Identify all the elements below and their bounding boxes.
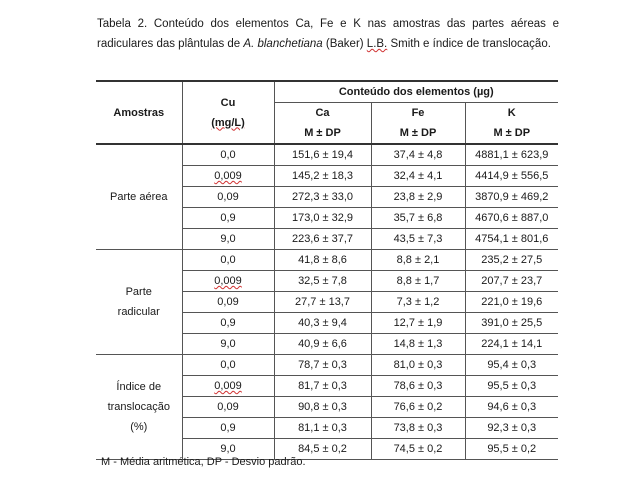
k-value-text: 4881,1 ± 623,9 <box>475 149 549 161</box>
ca-value <box>274 166 371 187</box>
ca-value <box>274 418 371 439</box>
cu-value <box>182 355 274 376</box>
ca-value-text: 78,7 ± 0,3 <box>298 359 347 371</box>
ca-value <box>274 355 371 376</box>
ca-value <box>274 229 371 250</box>
k-value-text: 4414,9 ± 556,5 <box>475 170 549 182</box>
fe-value <box>371 292 465 313</box>
k-value <box>465 208 558 229</box>
k-value-text: 235,2 ± 27,5 <box>481 254 543 266</box>
ca-value-text: 40,9 ± 6,6 <box>298 338 347 350</box>
fe-value-text: 73,8 ± 0,3 <box>393 422 443 434</box>
group-label-line: radicular <box>117 306 160 318</box>
results-table <box>96 80 558 460</box>
k-value-text: 207,7 ± 23,7 <box>481 275 543 287</box>
fe-value <box>371 250 465 271</box>
fe-value-text: 8,8 ± 1,7 <box>396 275 440 287</box>
group-label-line: Parte aérea <box>110 191 168 203</box>
ca-value-text: 81,1 ± 0,3 <box>298 422 347 434</box>
ca-value-text: 41,8 ± 8,6 <box>298 254 347 266</box>
fe-value <box>371 313 465 334</box>
caption-text-3: Smith e índice de translocação. <box>387 38 551 50</box>
cu-value-text: 0,09 <box>217 296 239 308</box>
k-value <box>465 334 558 355</box>
k-value-text: 4670,6 ± 887,0 <box>475 212 549 224</box>
caption-text-2: (Baker) <box>322 38 367 50</box>
fe-value-text: 14,8 ± 1,3 <box>393 338 443 350</box>
ca-value-text: 223,6 ± 37,7 <box>291 233 354 245</box>
fe-value <box>371 334 465 355</box>
cu-value <box>182 271 274 292</box>
fe-value <box>371 208 465 229</box>
ca-value <box>274 313 371 334</box>
k-value-text: 3870,9 ± 469,2 <box>475 191 549 203</box>
header-ca-stat: M ± DP <box>274 123 371 144</box>
k-value <box>465 166 558 187</box>
fe-value <box>371 355 465 376</box>
group-label-line: (%) <box>130 421 148 433</box>
cu-value-text: 0,09 <box>217 401 239 413</box>
group-label <box>96 144 182 250</box>
k-value-text: 94,6 ± 0,3 <box>487 401 537 413</box>
fe-value <box>371 439 465 460</box>
ca-value <box>274 334 371 355</box>
fe-value-text: 12,7 ± 1,9 <box>393 317 443 329</box>
fe-value <box>371 144 465 166</box>
k-value <box>465 439 558 460</box>
ca-value <box>274 292 371 313</box>
fe-value <box>371 418 465 439</box>
header-fe-stat: M ± DP <box>371 123 465 144</box>
k-value-text: 95,5 ± 0,2 <box>487 443 537 455</box>
fe-value <box>371 271 465 292</box>
k-value-text: 92,3 ± 0,3 <box>487 422 537 434</box>
header-ca: Ca <box>274 103 371 124</box>
cu-value-text: 0,0 <box>220 149 236 161</box>
cu-value <box>182 334 274 355</box>
cu-value-text: 9,0 <box>220 233 236 245</box>
fe-value-text: 35,7 ± 6,8 <box>393 212 443 224</box>
ca-value <box>274 250 371 271</box>
fe-value-text: 43,5 ± 7,3 <box>393 233 443 245</box>
k-value <box>465 292 558 313</box>
cu-value-text: 0,0 <box>220 359 236 371</box>
cu-value <box>182 250 274 271</box>
k-value-text: 95,4 ± 0,3 <box>487 359 537 371</box>
ca-value <box>274 397 371 418</box>
ca-value-text: 173,0 ± 32,9 <box>291 212 354 224</box>
ca-value <box>274 271 371 292</box>
ca-value <box>274 376 371 397</box>
fe-value-text: 74,5 ± 0,2 <box>393 443 443 455</box>
k-value-text: 391,0 ± 25,5 <box>481 317 543 329</box>
fe-value <box>371 397 465 418</box>
fe-value <box>371 187 465 208</box>
species-name: A. blanchetiana <box>243 38 323 50</box>
k-value <box>465 418 558 439</box>
header-content: Conteúdo dos elementos (µg) <box>274 81 558 103</box>
group-label-line: Parte <box>125 286 152 298</box>
group-label-line: Índice de <box>116 381 162 393</box>
cu-value-text: 0,009 <box>214 275 242 287</box>
ca-value-text: 90,8 ± 0,3 <box>298 401 347 413</box>
cu-value-text: 0,09 <box>217 191 239 203</box>
table-row <box>96 250 558 271</box>
cu-value-text: 0,9 <box>220 212 236 224</box>
k-value-text: 4754,1 ± 801,6 <box>475 233 549 245</box>
table-row <box>96 355 558 376</box>
ca-value-text: 84,5 ± 0,2 <box>298 443 347 455</box>
table-footnote: M - Média aritmética, DP - Desvio padrão. <box>101 456 306 468</box>
group-label <box>96 250 182 355</box>
ca-value-text: 145,2 ± 18,3 <box>291 170 354 182</box>
header-k: K <box>507 107 516 119</box>
table-row <box>96 144 558 166</box>
cu-value-text: 0,9 <box>220 317 236 329</box>
ca-value-text: 151,6 ± 19,4 <box>291 149 354 161</box>
k-value <box>465 271 558 292</box>
caption-text: Tabela 2. Conteúdo dos elementos Ca, Fe e K nas amostras das partes aéreas e radiculares das plântulas de <box>97 18 559 50</box>
ca-value-text: 27,7 ± 13,7 <box>295 296 350 308</box>
header-cu <box>182 81 274 144</box>
k-value <box>465 313 558 334</box>
fe-value-text: 37,4 ± 4,8 <box>393 149 443 161</box>
k-value <box>465 376 558 397</box>
fe-value-text: 78,6 ± 0,3 <box>393 380 443 392</box>
k-value-text: 221,0 ± 19,6 <box>481 296 543 308</box>
ca-value-text: 81,7 ± 0,3 <box>298 380 347 392</box>
k-value-text: 95,5 ± 0,3 <box>487 380 537 392</box>
cu-value <box>182 208 274 229</box>
header-cu-label: Cu <box>220 96 236 109</box>
k-value <box>465 187 558 208</box>
fe-value-text: 81,0 ± 0,3 <box>393 359 443 371</box>
cu-value <box>182 418 274 439</box>
cu-value <box>182 187 274 208</box>
ca-value-text: 272,3 ± 33,0 <box>291 191 354 203</box>
cu-value <box>182 229 274 250</box>
k-value <box>465 144 558 166</box>
fe-value-text: 23,8 ± 2,9 <box>393 191 443 203</box>
ca-value <box>274 144 371 166</box>
k-value <box>465 355 558 376</box>
fe-value <box>371 229 465 250</box>
fe-value-text: 8,8 ± 2,1 <box>396 254 440 266</box>
fe-value-text: 76,6 ± 0,2 <box>393 401 443 413</box>
header-samples: Amostras <box>96 81 182 144</box>
header-cu-unit: (mg/L) <box>211 116 245 129</box>
cu-value-text: 0,0 <box>220 254 236 266</box>
cu-value <box>182 313 274 334</box>
cu-value <box>182 376 274 397</box>
k-value <box>465 397 558 418</box>
cu-value <box>182 397 274 418</box>
cu-value-text: 0,9 <box>220 422 236 434</box>
ca-value-text: 32,5 ± 7,8 <box>298 275 347 287</box>
header-fe: Fe <box>371 103 465 124</box>
k-value <box>465 229 558 250</box>
cu-value-text: 9,0 <box>220 443 236 455</box>
fe-value-text: 32,4 ± 4,1 <box>393 170 443 182</box>
ca-value <box>274 208 371 229</box>
k-value <box>465 250 558 271</box>
header-k-stat: M ± DP <box>465 123 558 144</box>
cu-value <box>182 166 274 187</box>
fe-value <box>371 166 465 187</box>
cu-value <box>182 292 274 313</box>
table-caption <box>97 14 559 54</box>
k-value-text: 224,1 ± 14,1 <box>481 338 543 350</box>
group-label-line: translocação <box>107 401 170 413</box>
ca-value <box>274 187 371 208</box>
cu-value <box>182 144 274 166</box>
ca-value-text: 40,3 ± 9,4 <box>298 317 347 329</box>
cu-value-text: 0,009 <box>214 170 242 182</box>
cu-value-text: 0,009 <box>214 380 242 392</box>
cu-value-text: 9,0 <box>220 338 236 350</box>
group-label <box>96 355 182 460</box>
species-authority: L.B. <box>366 38 388 50</box>
fe-value <box>371 376 465 397</box>
fe-value-text: 7,3 ± 1,2 <box>396 296 440 308</box>
